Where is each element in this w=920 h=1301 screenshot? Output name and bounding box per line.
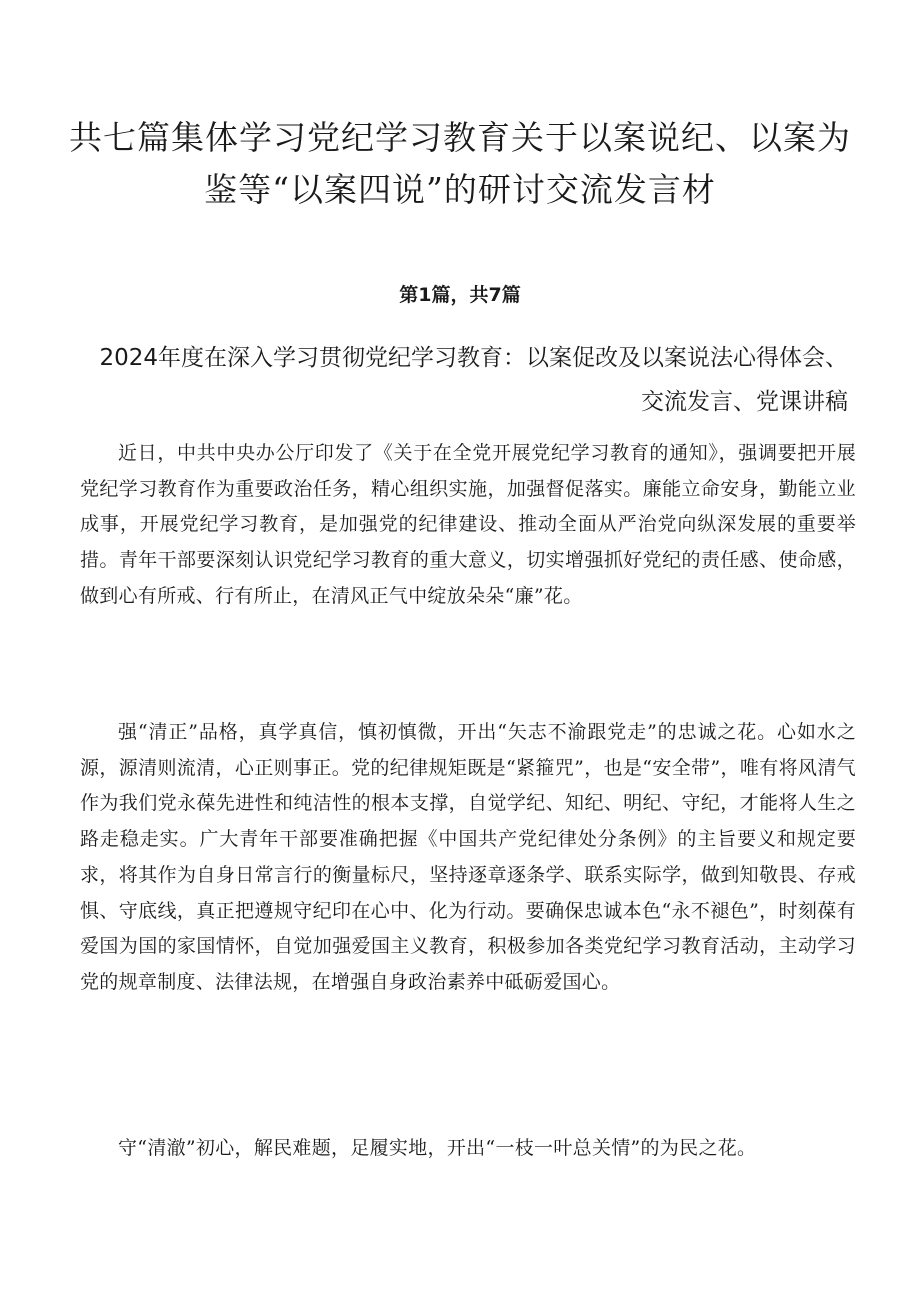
document-title: 共七篇集体学习党纪学习教育关于以案说纪、以案为鉴等“以案四说”的研讨交流发言材 [69, 118, 851, 209]
part-label: 第1篇，共7篇 [399, 284, 521, 306]
section-subtitle: 2024年度在深入学习贯彻党纪学习教育：以案促改及以案说法心得体会、交流发言、党课讲稿 [99, 345, 848, 415]
body-paragraph-1: 近日，中共中央办公厅印发了《关于在全党开展党纪学习教育的通知》，强调要把开展党纪学习教育作为重要政治任务，精心组织实施，加强督促落实。廉能立命安身，勤能立业成事，开展党纪学习教育，是加强党的纪律建设、推动全面从严治党向纵深发展的重要举措。青年干部要深刻认识党纪学习教育的重大意义，切实增强抓好党纪的责任感、使命感，做到心有所戒、行有所止，在清风正气中绽放朵朵“廉”花。 [80, 442, 856, 607]
body-paragraph-3: 守“清澈”初心，解民难题，足履实地，开出“一枝一叶总关情”的为民之花。 [118, 1137, 757, 1159]
body-paragraph-2: 强“清正”品格，真学真信，慎初慎微，开出“矢志不渝跟党走”的忠诚之花。心如水之源，源清则流清，心正则事正。党的纪律规矩既是“紧箍咒”，也是“安全带”，唯有将风清气作为我们党永葆先进性和纯洁性的根本支撑，自觉学纪、知纪、明纪、守纪，才能将人生之路走稳走实。广大青年干部要准确把握《中国共产党纪律处分条例》的主旨要义和规定要求，将其作为自身日常言行的衡量标尺，坚持逐章逐条学、联系实际学，做到知敬畏、存戒惧、守底线，真正把遵规守纪印在心中、化为行动。要确保忠诚本色“永不褪色”，时刻葆有爱国为国的家国情怀，自觉加强爱国主义教育，积极参加各类党纪学习教育活动，主动学习党的规章制度、法律法规，在增强自身政治素养中砥砺爱国心。 [80, 721, 856, 993]
